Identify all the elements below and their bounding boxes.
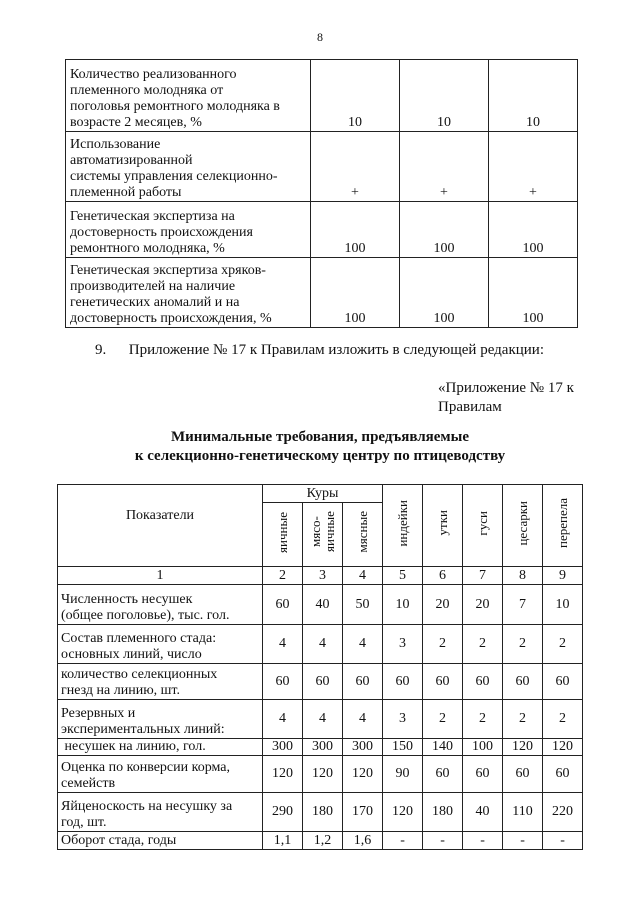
- value-cell: 120: [503, 739, 543, 756]
- value-cell: 100: [463, 739, 503, 756]
- row-label: [66, 202, 311, 258]
- value-cell: 300: [263, 739, 303, 756]
- value-cell: 4: [303, 625, 343, 664]
- row-label: [58, 756, 263, 793]
- label-line: семейств: [61, 776, 116, 791]
- value-cell: -: [503, 832, 543, 850]
- value-cell: 100: [489, 258, 578, 328]
- header-group-chickens: Куры: [263, 485, 383, 503]
- value-cell: 4: [343, 700, 383, 739]
- row-label: [58, 625, 263, 664]
- value-cell: 60: [463, 756, 503, 793]
- row-label: [66, 132, 311, 202]
- label-line: Оценка по конверсии корма,: [61, 760, 230, 775]
- value-cell: 60: [423, 756, 463, 793]
- label-line: Использование: [70, 137, 161, 152]
- label-line: (общее поголовье), тыс. гол.: [61, 608, 230, 623]
- value-cell: 100: [400, 258, 489, 328]
- column-number: 5: [383, 567, 423, 585]
- header-col-label: гуси: [474, 510, 490, 536]
- table-row: [58, 625, 583, 664]
- label-line: Количество реализованного: [70, 67, 237, 82]
- value-cell: 220: [543, 793, 583, 832]
- value-cell: 2: [543, 700, 583, 739]
- row-label: [58, 832, 263, 850]
- value-cell: +: [311, 132, 400, 202]
- value-cell: -: [383, 832, 423, 850]
- value-cell: 120: [383, 793, 423, 832]
- column-number: 4: [343, 567, 383, 585]
- value-cell: 4: [343, 625, 383, 664]
- label-line: племенного молодняка от: [70, 83, 224, 98]
- value-cell: 4: [263, 700, 303, 739]
- label-line: количество селекционных: [61, 667, 218, 682]
- value-cell: 300: [343, 739, 383, 756]
- value-cell: 2: [503, 625, 543, 664]
- value-cell: 7: [503, 585, 543, 625]
- value-cell: 120: [263, 756, 303, 793]
- value-cell: 10: [383, 585, 423, 625]
- label-line: поголовья ремонтного молодняка в: [70, 99, 280, 114]
- column-number: 6: [423, 567, 463, 585]
- value-cell: -: [543, 832, 583, 850]
- value-cell: -: [463, 832, 503, 850]
- value-cell: 10: [489, 60, 578, 132]
- value-cell: 60: [543, 756, 583, 793]
- value-cell: 10: [543, 585, 583, 625]
- label-line: экспериментальных линий:: [61, 722, 225, 737]
- row-label: [58, 585, 263, 625]
- value-cell: 60: [383, 664, 423, 700]
- header-col-label: индейки: [394, 499, 410, 547]
- column-number: 8: [503, 567, 543, 585]
- value-cell: +: [489, 132, 578, 202]
- value-cell: 2: [463, 625, 503, 664]
- row-label: [66, 258, 311, 328]
- value-cell: 120: [303, 756, 343, 793]
- label-line: ремонтного молодняка, %: [70, 241, 225, 256]
- label-line: гнезд на линию, шт.: [61, 683, 180, 698]
- value-cell: 60: [263, 664, 303, 700]
- label-line: Численность несушек: [61, 592, 193, 607]
- header-indicators: Показатели: [58, 485, 263, 567]
- value-cell: 100: [400, 202, 489, 258]
- value-cell: 40: [463, 793, 503, 832]
- table-row: [58, 793, 583, 832]
- table-row: [58, 756, 583, 793]
- value-cell: 50: [343, 585, 383, 625]
- value-cell: 150: [383, 739, 423, 756]
- row-label: [58, 793, 263, 832]
- label-line: возрасте 2 месяцев, %: [70, 115, 202, 130]
- appendix-line: «Приложение № 17 к: [438, 380, 574, 396]
- row-label: [58, 739, 263, 756]
- label-line: Генетическая экспертиза хряков-: [70, 263, 266, 278]
- value-cell: -: [423, 832, 463, 850]
- value-cell: 2: [423, 700, 463, 739]
- header-col-label: цесарки: [514, 500, 530, 546]
- value-cell: 100: [489, 202, 578, 258]
- appendix-line: Правилам: [438, 399, 502, 415]
- value-cell: 140: [423, 739, 463, 756]
- value-cell: 3: [383, 700, 423, 739]
- label-line: основных линий, число: [61, 647, 202, 662]
- label-line: Резервных и: [61, 706, 136, 721]
- title-line: Минимальные требования, предъявляемые: [171, 429, 469, 445]
- header-col: [423, 485, 463, 567]
- value-cell: 60: [423, 664, 463, 700]
- title-line: к селекционно-генетическому центру по птицеводству: [134, 448, 506, 464]
- value-cell: 60: [503, 664, 543, 700]
- value-cell: 170: [343, 793, 383, 832]
- table-row: [66, 132, 578, 202]
- value-cell: 1,2: [303, 832, 343, 850]
- label-line: достоверность происхождения: [70, 225, 253, 240]
- value-cell: 2: [543, 625, 583, 664]
- label-line: Состав племенного стада:: [61, 631, 217, 646]
- amendment-paragraph: 9. Приложение № 17 к Правилам изложить в следующей редакции:: [95, 342, 544, 358]
- label-line: генетических аномалий и на: [70, 295, 240, 310]
- poultry-requirements-table: [57, 484, 583, 850]
- header-col-label: утки: [434, 510, 450, 536]
- value-cell: 3: [383, 625, 423, 664]
- value-cell: 60: [463, 664, 503, 700]
- column-number-row: [58, 567, 583, 585]
- value-cell: 60: [263, 585, 303, 625]
- value-cell: 4: [303, 700, 343, 739]
- label-line: Оборот стада, годы: [61, 833, 177, 848]
- table-row: [58, 832, 583, 850]
- header-col-label: мясные: [354, 511, 370, 553]
- label-line: Генетическая экспертиза на: [70, 209, 235, 224]
- value-cell: 120: [343, 756, 383, 793]
- label-line: автоматизированной: [70, 153, 193, 168]
- appendix-reference: [438, 379, 574, 417]
- label-line: несушек на линию, гол.: [61, 739, 206, 754]
- header-col: [263, 503, 303, 567]
- row-label: [66, 60, 311, 132]
- column-number: 7: [463, 567, 503, 585]
- value-cell: 120: [543, 739, 583, 756]
- header-col: [543, 485, 583, 567]
- table-row: [66, 60, 578, 132]
- value-cell: 1,1: [263, 832, 303, 850]
- value-cell: 100: [311, 202, 400, 258]
- table-row: [58, 700, 583, 739]
- header-col: [343, 503, 383, 567]
- column-number: 1: [58, 567, 263, 585]
- header-col: [303, 503, 343, 567]
- row-label: [58, 700, 263, 739]
- value-cell: 60: [503, 756, 543, 793]
- value-cell: 20: [463, 585, 503, 625]
- label-line: племенной работы: [70, 185, 182, 200]
- column-number: 9: [543, 567, 583, 585]
- value-cell: 10: [311, 60, 400, 132]
- livestock-requirements-table: [65, 59, 578, 328]
- value-cell: 100: [311, 258, 400, 328]
- value-cell: 1,6: [343, 832, 383, 850]
- table-row: [66, 258, 578, 328]
- value-cell: 20: [423, 585, 463, 625]
- header-col-label: яичные: [274, 511, 290, 553]
- value-cell: 180: [303, 793, 343, 832]
- label-line: достоверность происхождения, %: [70, 311, 272, 326]
- value-cell: 2: [503, 700, 543, 739]
- document-title: [0, 428, 640, 466]
- header-col: [463, 485, 503, 567]
- value-cell: 300: [303, 739, 343, 756]
- label-line: системы управления селекционно-: [70, 169, 278, 184]
- label-line: год, шт.: [61, 815, 107, 830]
- value-cell: 110: [503, 793, 543, 832]
- value-cell: 2: [463, 700, 503, 739]
- value-cell: 60: [303, 664, 343, 700]
- value-cell: 290: [263, 793, 303, 832]
- header-col-label: мясо-яичные: [307, 511, 337, 553]
- value-cell: 180: [423, 793, 463, 832]
- value-cell: 4: [263, 625, 303, 664]
- table-row: [66, 202, 578, 258]
- header-col: [503, 485, 543, 567]
- row-label: [58, 664, 263, 700]
- value-cell: 60: [343, 664, 383, 700]
- column-number: 2: [263, 567, 303, 585]
- value-cell: 90: [383, 756, 423, 793]
- label-line: производителей на наличие: [70, 279, 236, 294]
- page-number: 8: [317, 30, 323, 44]
- table-row: [58, 739, 583, 756]
- value-cell: 10: [400, 60, 489, 132]
- value-cell: 2: [423, 625, 463, 664]
- label-line: Яйценоскость на несушку за: [61, 799, 233, 814]
- value-cell: 40: [303, 585, 343, 625]
- table-row: [58, 585, 583, 625]
- value-cell: +: [400, 132, 489, 202]
- header-col-label: перепела: [554, 498, 570, 548]
- column-number: 3: [303, 567, 343, 585]
- table-row: [58, 664, 583, 700]
- header-col: [383, 485, 423, 567]
- value-cell: 60: [543, 664, 583, 700]
